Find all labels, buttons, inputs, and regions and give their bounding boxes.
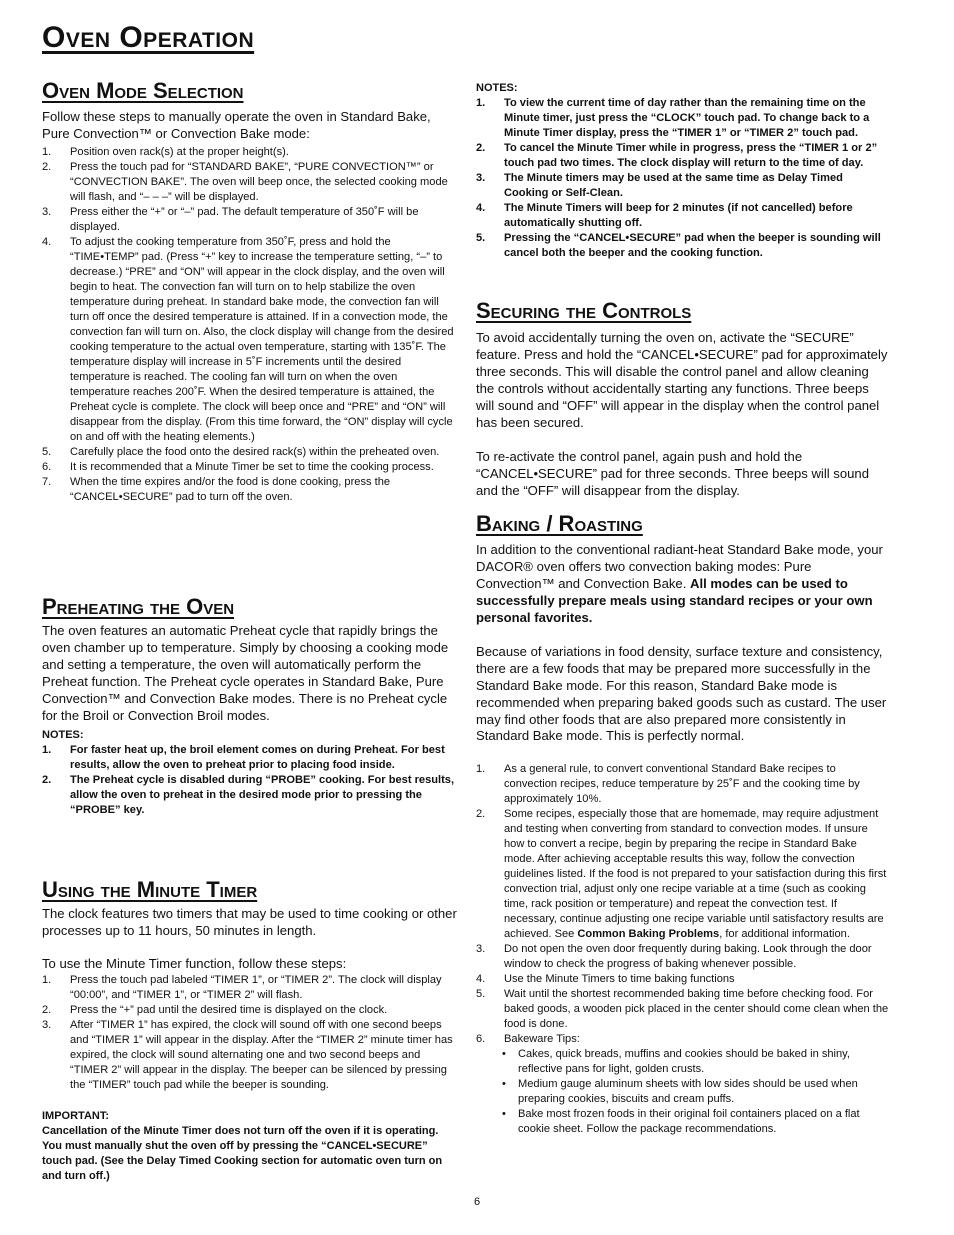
timer-notes-label: NOTES: — [476, 82, 518, 94]
list-item: 1. Press the touch pad labeled “TIMER 1”, or “TIMER 2”. The clock will display “00:00”, and “TIMER 1”, or “TIMER 2” will flash. — [42, 974, 442, 1002]
list-item: 1. For faster heat up, the broil element comes on during Preheat. For best results, allow the oven to preheat prior to placing food inside. — [42, 743, 445, 771]
list-item: 2. Press the “+” pad until the desired time is displayed on the clock. — [42, 1004, 388, 1017]
oven-mode-heading: Oven Mode Selection — [42, 78, 244, 103]
list-item: 4. The Minute Timers will beep for 2 minutes (if not cancelled) before automatically shutting off. — [476, 202, 853, 229]
timer-steps — [42, 973, 458, 1093]
baking-tips — [476, 762, 890, 1047]
list-item: 2. To cancel the Minute Timer while in progress, press the “TIMER 1 or 2” touch pad two times. The clock display will return to the time of day. — [476, 142, 878, 169]
list-item: • Cakes, quick breads, muffins and cookies should be baked in shiny, reflective pans for light, golden crusts. — [502, 1048, 850, 1076]
preheat-body: The oven features an automatic Preheat cycle that rapidly brings the oven chamber up to temperature. Simply by choosing a cooking mode and setting a temperature, the oven will automatically perform the Preheat function. The Preheat cycle operates in Standard Bake, Pure Convection™ and Convection Bake modes. There is no Preheat cycle for the Broil or Convection Broil modes. — [42, 623, 449, 723]
list-item: 1. To view the current time of day rather than the remaining time on the Minute timer, just press the “CLOCK” touch pad. To change back to a Minute Timer display, press the “TIMER 1” or “TIMER 2” touch pad. — [476, 97, 870, 139]
preheat-section — [42, 594, 458, 818]
bullet-icon: • — [502, 1078, 506, 1091]
list-item: 2. Press the touch pad for “STANDARD BAKE”, “PURE CONVECTION™” or “CONVECTION BAKE”. The oven will beep once, the selected cooking mode will flash, and “– – –” will be displayed. — [42, 161, 448, 204]
preheat-notes — [42, 743, 458, 818]
list-item: 3. Do not open the oven door frequently during baking. Look through the door window to check the progress of baking whenever possible. — [476, 943, 872, 971]
page-number: 6 — [473, 1196, 481, 1208]
list-item: 7. When the time expires and/or the food is done cooking, press the “CANCEL•SECURE” pad to turn off the oven. — [42, 476, 391, 504]
baking-body-2: Because of variations in food density, surface texture and consistency, there are a few foods that may be prepared more successfully in the Standard Bake mode. For this reason, Standard Bake mode is recommended when preparing baked goods such as custard. The user may find other foods that are also prepared more consistently in Standard Bake mode. This is perfectly normal. — [476, 643, 887, 744]
preheat-heading: Preheating the Oven — [42, 594, 235, 619]
important-text: Cancellation of the Minute Timer does not turn off the oven if it is operating. You must manually shut the oven off by pressing the “CANCEL•SECURE” touch pad. (See the Delay Timed Cooking section for automatic oven turn on and turn off.) — [42, 1125, 443, 1183]
list-item: 1. As a general rule, to convert conventional Standard Bake recipes to convection recipes, reduce temperature by 25˚F and the cooking time by approximately 10%. — [476, 763, 860, 806]
bullet-icon: • — [502, 1108, 506, 1121]
timer-notes-block — [476, 81, 890, 261]
list-item: 3. Press either the “+” or “–” pad. The default temperature of 350˚F will be displayed. — [42, 206, 419, 234]
list-item: 4. Use the Minute Timers to time baking functions — [476, 973, 735, 986]
list-item: 6. It is recommended that a Minute Timer be set to time the cooking process. — [42, 461, 434, 474]
list-item: 5. Pressing the “CANCEL•SECURE” pad when the beeper is sounding will cancel both the beeper and the cooking function. — [476, 232, 881, 259]
baking-heading: Baking / Roasting — [476, 511, 643, 536]
secure-body-2: To re-activate the control panel, again push and hold the “CANCEL•SECURE” pad for three seconds. Three beeps will sound and the “OFF” will disappear from the display. — [476, 448, 869, 498]
timer-heading: Using the Minute Timer — [42, 877, 258, 902]
list-item: 1. Position oven rack(s) at the proper height(s). — [42, 146, 289, 159]
oven-mode-steps — [42, 145, 458, 505]
secure-body-1: To avoid accidentally turning the oven on, activate the “SECURE” feature. Press and hold the “CANCEL•SECURE” pad for approximately three seconds. This will disable the control panel and allow cleaning the controls without accidentally starting any functions. Three beeps will sound and “OFF” will appear in the display when the control panel has been secured. — [476, 330, 888, 430]
list-item: 3. The Minute timers may be used at the same time as Delay Timed Cooking or Self-Clean. — [476, 172, 843, 199]
timer-section — [42, 877, 458, 1184]
timer-notes — [476, 96, 890, 261]
baking-section — [476, 511, 890, 1137]
list-item: 2. The Preheat cycle is disabled during “PROBE” cooking. For best results, allow the oven to preheat in the desired mode prior to pressing the “PROBE” key. — [42, 773, 455, 816]
baking-body-1: In addition to the conventional radiant-heat Standard Bake mode, your DACOR® oven offers two convection baking modes: Pure Convection™ and Convection Bake. All modes can be used to successfully prepare meals using standard recipes or your own personal favorites. — [476, 542, 883, 626]
oven-mode-section — [42, 78, 458, 505]
page-title: Oven Operation — [42, 21, 255, 54]
important-label: IMPORTANT: — [42, 1110, 110, 1123]
list-item: 3. After “TIMER 1” has expired, the clock will sound off with one second beeps and “TIMER 1” will appear in the display. After the “TIMER 2” minute timer has expired, the clock will sound alternating one and two second beeps and “TIMER 2” will appear in the display. The beeper can be silenced by pressing the “TIMER” touch pad while the beeper is sounding. — [42, 1019, 453, 1092]
list-item: 4. To adjust the cooking temperature from 350˚F, press and hold the “TIME•TEMP” pad. (Press “+” key to increase the temperature setting, “–” to decrease.) “PRE” and “ON” will appear in the clock display, and the oven will begin to heat. The convection fan will turn on to help stabilize the oven temperature during preheat. In standard bake mode, the convection fan will turn off once the desired temperature is attained. If in a convection mode, the convection fan will turn on. Also, the clock display will change from the desired cooking temperature to the actual oven temperature, starting with 135˚F. The temperature display will increase in 5˚F increments until the desired temperature is reached. The cooling fan will turn on when the oven temperature reaches 200˚F. When the desired temperature is attained, the Preheat cycle is complete. The clock will beep once and “PRE” and “ON” will disappear from the display. (From this time forward, the “ON” display will cycle on and off with the heating elements.) — [42, 236, 454, 444]
timer-body: The clock features two timers that may be used to time cooking or other processes up to 11 hours, 50 minutes in length. — [42, 906, 457, 939]
bullet-icon: • — [502, 1048, 506, 1061]
list-item: 5. Carefully place the food onto the desired rack(s) within the preheated oven. — [42, 446, 440, 459]
secure-heading: Securing the Controls — [476, 298, 692, 323]
list-item: 2. Some recipes, especially those that are homemade, may require adjustment and testing when converting from standard to convection modes. If unsure how to convert a recipe, begin by preparing the recipe in Standard Bake mode. After achieving acceptable results this way, follow the convection guidelines listed. If the food is not prepared to your satisfaction during this first convection trial, adjust only one recipe variable at a time (such as cooking time, rack position or temperature) and repeat the convection test. If necessary, continue adjusting one recipe variable until satisfactory results are achieved. See Common Baking Problems, for additional information. — [476, 808, 887, 941]
preheat-notes-label: NOTES: — [42, 728, 84, 741]
list-item: • Bake most frozen foods in their original foil containers placed on a flat cookie sheet. Follow the package recommendations. — [502, 1108, 860, 1136]
secure-section — [476, 298, 890, 500]
list-item: 5. Wait until the shortest recommended baking time before checking food. For baked goods, a wooden pick placed in the center should come clean when the food is done. — [476, 988, 889, 1031]
bakeware-tips — [476, 1047, 890, 1137]
list-item: 6. Bakeware Tips: — [476, 1033, 580, 1046]
timer-steps-intro: To use the Minute Timer function, follow these steps: — [42, 956, 347, 972]
list-item: • Medium gauge aluminum sheets with low sides should be used when preparing cookies, biscuits and cream puffs. — [502, 1078, 858, 1106]
oven-mode-intro: Follow these steps to manually operate the oven in Standard Bake, Pure Convection™ or Convection Bake mode: — [42, 109, 431, 142]
